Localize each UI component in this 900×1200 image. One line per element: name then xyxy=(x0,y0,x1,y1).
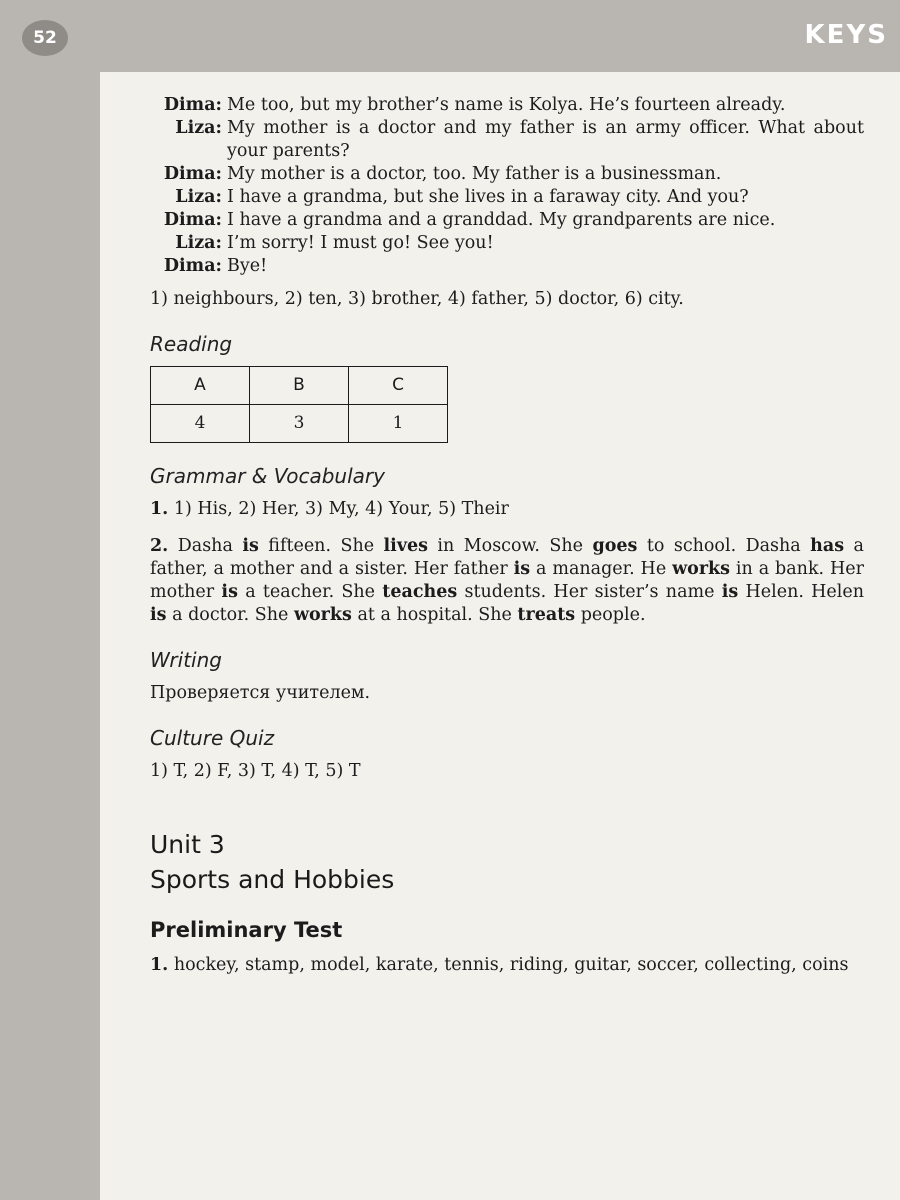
item-text: hockey, stamp, model, karate, tennis, riding, guitar, soccer, collecting, coins xyxy=(168,955,849,975)
bold-verb: lives xyxy=(383,536,428,556)
dialogue-line xyxy=(150,255,864,278)
unit-name: Sports and Hobbies xyxy=(150,865,395,894)
speech-text: I have a grandma, but she lives in a faraway city. And you? xyxy=(227,187,749,207)
speaker-name: Dima: xyxy=(163,210,222,230)
preliminary-item-1 xyxy=(150,954,864,977)
table-cell: 4 xyxy=(151,405,250,443)
page-content xyxy=(150,94,864,977)
item-number: 1. xyxy=(150,499,169,519)
item-number: 2. xyxy=(150,536,169,556)
dialogue-line xyxy=(150,94,864,117)
table-cell: 3 xyxy=(250,405,349,443)
speech-text: Bye! xyxy=(227,256,268,276)
table-header-cell: C xyxy=(349,367,448,405)
bold-verb: is xyxy=(150,605,167,625)
dialogue-line xyxy=(150,163,864,186)
listening-answers: 1) neighbours, 2) ten, 3) brother, 4) father, 5) doctor, 6) city. xyxy=(150,289,684,309)
paragraph-text: in a bank. Her mother xyxy=(150,559,864,602)
table-row xyxy=(151,405,448,443)
paragraph-text: students. Her sister’s name xyxy=(457,582,722,602)
paragraph-text: at a hospital. She xyxy=(351,605,518,625)
speaker-name: Liza: xyxy=(175,118,222,138)
writing-heading: Writing xyxy=(150,648,222,672)
speaker-name: Liza: xyxy=(175,187,222,207)
page-number-badge: 52 xyxy=(22,20,68,56)
paragraph-text: Helen. Helen xyxy=(738,582,865,602)
speaker-name: Liza: xyxy=(175,233,222,253)
table-cell: 1 xyxy=(349,405,448,443)
speech-text: I’m sorry! I must go! See you! xyxy=(227,233,494,253)
paragraph-text: a teacher. She xyxy=(237,582,383,602)
grammar-heading: Grammar & Vocabulary xyxy=(150,464,385,488)
reading-heading: Reading xyxy=(150,332,233,356)
paragraph-text: fifteen. She xyxy=(258,536,384,556)
grammar-item-1 xyxy=(150,498,864,521)
paragraph-text: Dasha xyxy=(168,536,243,556)
speech-text: Me too, but my brother’s name is Kolya. He’s fourteen already. xyxy=(227,95,786,115)
unit-number: Unit 3 xyxy=(150,830,225,859)
speech-text: My mother is a doctor, too. My father is a businessman. xyxy=(227,164,722,184)
bold-verb: teaches xyxy=(382,582,458,602)
bold-verb: is xyxy=(513,559,531,579)
culture-quiz-heading: Culture Quiz xyxy=(150,726,275,750)
dialogue xyxy=(150,94,864,278)
writing-text: Проверяется учителем. xyxy=(150,683,371,703)
bold-verb: works xyxy=(672,559,731,579)
culture-quiz-answers: 1) T, 2) F, 3) T, 4) T, 5) T xyxy=(150,761,361,781)
unit-title xyxy=(150,827,864,897)
reading-answer-table xyxy=(150,366,448,443)
speech-text: My mother is a doctor and my father is an army officer. What about your parents? xyxy=(227,118,864,161)
dialogue-line xyxy=(150,186,864,209)
bold-verb: works xyxy=(293,605,352,625)
dialogue-line xyxy=(150,117,864,163)
dialogue-line xyxy=(150,209,864,232)
bold-verb: has xyxy=(810,536,845,556)
dialogue-line xyxy=(150,232,864,255)
grammar-item-2 xyxy=(150,535,864,627)
speaker-name: Dima: xyxy=(163,95,222,115)
table-header-row xyxy=(151,367,448,405)
table-header-cell: A xyxy=(151,367,250,405)
speaker-name: Dima: xyxy=(163,164,222,184)
speech-text: I have a grandma and a granddad. My grandparents are nice. xyxy=(227,210,776,230)
bold-verb: treats xyxy=(517,605,576,625)
speaker-name: Dima: xyxy=(163,256,222,276)
paragraph-text: in Moscow. She xyxy=(427,536,593,556)
bold-verb: is xyxy=(242,536,259,556)
bold-verb: is xyxy=(721,582,739,602)
preliminary-test-heading: Preliminary Test xyxy=(150,918,343,942)
paragraph-text: a manager. He xyxy=(530,559,673,579)
item-number: 1. xyxy=(150,955,169,975)
bold-verb: goes xyxy=(592,536,638,556)
paragraph-text: a doctor. She xyxy=(166,605,294,625)
paragraph-text: people. xyxy=(575,605,646,625)
bold-verb: is xyxy=(221,582,238,602)
paragraph-text: to school. Dasha xyxy=(637,536,811,556)
keys-section-label: KEYS xyxy=(804,20,888,50)
item-text: 1) His, 2) Her, 3) My, 4) Your, 5) Their xyxy=(168,499,509,519)
paragraph-text: a father, a mother and a sister. Her father xyxy=(150,536,864,579)
table-header-cell: B xyxy=(250,367,349,405)
